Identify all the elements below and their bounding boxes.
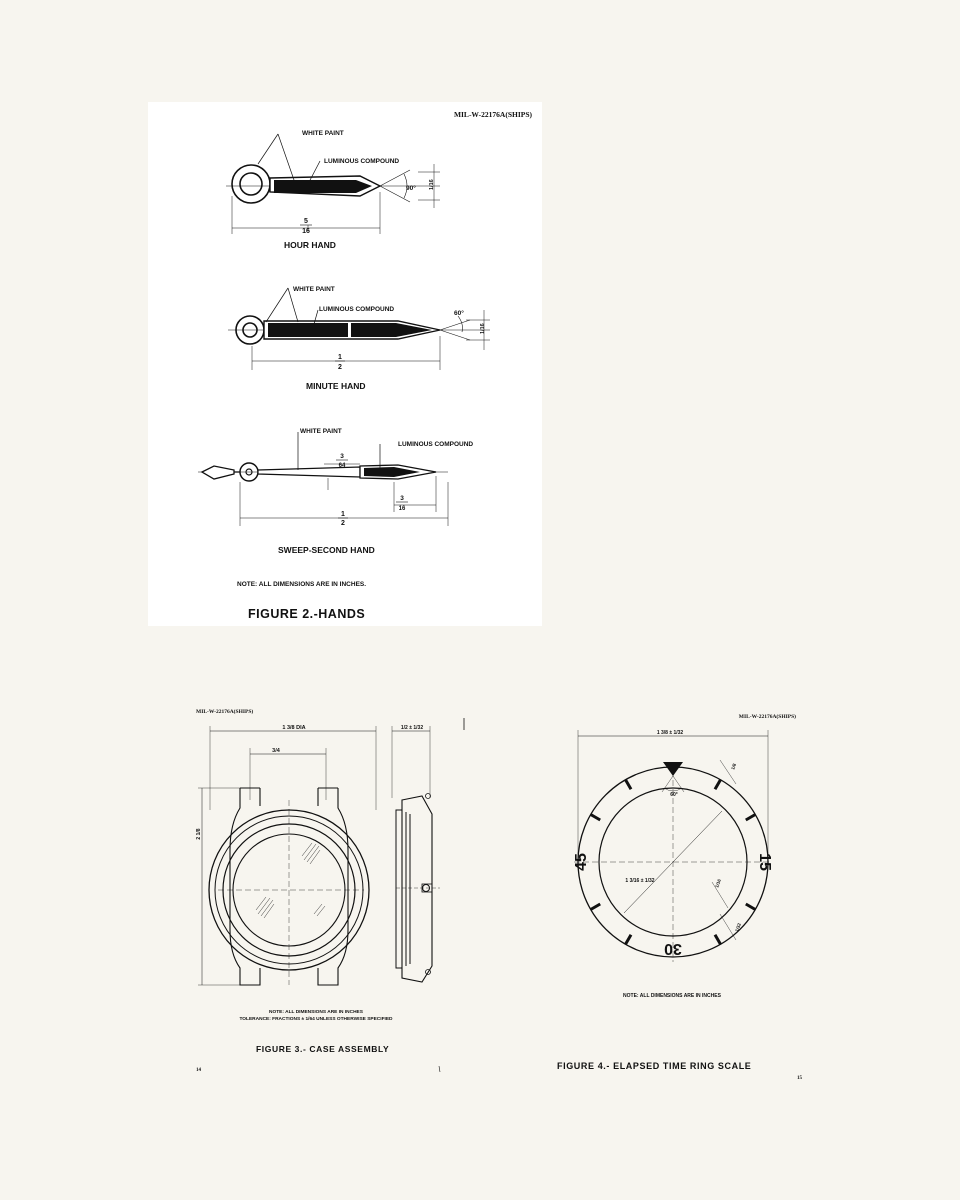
- hour-angle-label: 90°: [406, 185, 416, 192]
- sweep-length-numerator: 1: [341, 511, 345, 518]
- hour-hand-drawing: [226, 134, 440, 234]
- hour-length-numerator: 5: [304, 218, 308, 225]
- ring-scale-drawing: [552, 700, 814, 1090]
- sweep-length-denominator: 2: [341, 520, 345, 527]
- sweep-lum-denominator: 16: [398, 506, 406, 512]
- minute-luminous-label: LUMINOUS COMPOUND: [319, 306, 395, 313]
- minute-tip-dim: 1/16: [480, 323, 486, 334]
- ring-scale-sheet: [552, 700, 814, 1090]
- ring-small-dim-a: 1/8: [730, 762, 738, 771]
- case-figure-caption: FIGURE 3.- CASE ASSEMBLY: [256, 1044, 390, 1054]
- elapsed-time-ring: [574, 760, 772, 962]
- hands-figure-caption: FIGURE 2.-HANDS: [248, 607, 366, 621]
- sweep-white-paint-label: WHITE PAINT: [300, 428, 342, 435]
- ring-doc-id: MIL-W-22176A(SHIPS): [738, 714, 796, 720]
- ring-mark-30: 30: [664, 940, 682, 957]
- ring-mark-15: 15: [756, 853, 773, 871]
- ring-page-number: 15: [797, 1076, 802, 1081]
- sweep-width-denominator: 64: [338, 463, 346, 469]
- hour-tip-dim: 1/16: [429, 179, 435, 190]
- ring-small-dim-b: 1/16: [714, 878, 722, 889]
- case-note-line2: TOLERANCE: FRACTIONS ± 1/64 UNLESS OTHERWISE SPECIFIED: [239, 1017, 393, 1022]
- case-doc-id: MIL-W-22176A(SHIPS): [196, 709, 254, 715]
- ring-mark-45: 45: [573, 853, 590, 871]
- minute-hand-caption: MINUTE HAND: [306, 381, 366, 391]
- case-note-line1: NOTE: ALL DIMENSIONS ARE IN INCHES: [269, 1010, 363, 1015]
- sweep-luminous-label: LUMINOUS COMPOUND: [398, 441, 474, 448]
- minute-white-paint-label: WHITE PAINT: [293, 286, 335, 293]
- hour-white-paint-label: WHITE PAINT: [302, 130, 344, 137]
- case-dia-label: 1 3/8 DIA: [282, 725, 306, 731]
- sweep-width-numerator: 3: [340, 453, 344, 460]
- hour-luminous-label: LUMINOUS COMPOUND: [324, 158, 400, 165]
- doc-id: MIL-W-22176A(SHIPS): [453, 110, 532, 119]
- minute-angle-label: 60°: [454, 310, 464, 317]
- minute-hand-drawing: [228, 288, 490, 370]
- ring-small-dim-c: 1/32: [734, 922, 742, 933]
- sweep-lum-numerator: 3: [400, 495, 404, 502]
- minute-length-denominator: 2: [338, 364, 342, 371]
- case-side-dim: 1/2 ± 1/32: [400, 725, 424, 731]
- ring-outer-dim: 1 3/8 ± 1/32: [656, 730, 684, 736]
- case-assembly-drawing: [196, 700, 460, 1090]
- case-lug-width: 3/4: [272, 748, 280, 754]
- minute-length-numerator: 1: [338, 354, 342, 361]
- ring-figure-caption: FIGURE 4.- ELAPSED TIME RING SCALE: [557, 1061, 752, 1071]
- hands-note: NOTE: ALL DIMENSIONS ARE IN INCHES.: [237, 581, 367, 588]
- case-height-dim: 2 1/8: [196, 828, 202, 840]
- case-assembly-sheet: [196, 700, 460, 1090]
- ring-angle-label: 60°: [670, 792, 678, 798]
- hands-drawing: [148, 102, 542, 626]
- case-page-number: 14: [196, 1068, 201, 1073]
- case-front-view: [209, 788, 369, 985]
- case-side-view: [396, 794, 440, 983]
- ring-note: NOTE: ALL DIMENSIONS ARE IN INCHES: [623, 993, 721, 999]
- sweep-hand-caption: SWEEP-SECOND HAND: [278, 545, 375, 555]
- hour-hand-caption: HOUR HAND: [284, 240, 336, 250]
- hour-length-denominator: 16: [302, 228, 310, 235]
- ring-inner-dim: 1 3/16 ± 1/32: [625, 878, 655, 884]
- hands-drawing-sheet: [148, 102, 542, 626]
